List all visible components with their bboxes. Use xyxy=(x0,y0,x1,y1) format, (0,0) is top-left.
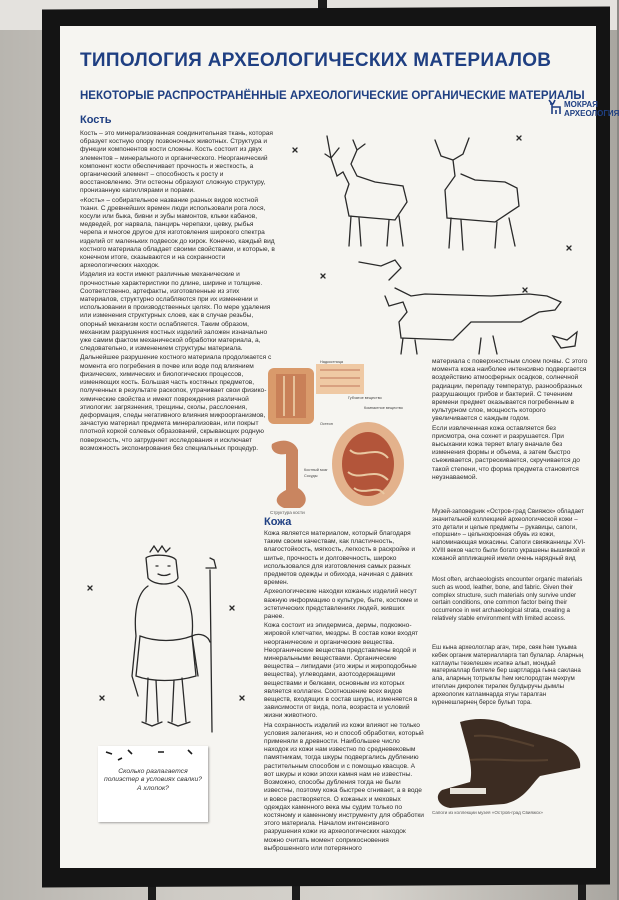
bone-diagram-label: Костный мозг xyxy=(304,468,328,472)
logo-line-1: МОКРАЯ xyxy=(564,100,598,109)
bone-paragraph: Кость – это минерализованная соединительная ткань, которая образует костную опору позвоночных животных. Структура и функции компонентов кости сложны. Кость состоит из двух элементов – минерального и органического. Неорганический компонент кости обеспечивает прочность и жесткость, а органический элемент – способность к росту и восстановлению. Эти остеоны образуют сложную структуру, пронизанную капиллярами и порами. xyxy=(80,130,273,195)
bone-diagram-caption: Структура кости xyxy=(270,510,305,515)
poster-subtitle: НЕКОТОРЫЕ РАСПРОСТРАНЁННЫЕ АРХЕОЛОГИЧЕСКИЕ ОРГАНИЧЕСКИЕ МАТЕРИАЛЫ xyxy=(80,90,585,102)
bone-paragraph: «Кость» – собирательное название разных видов костной ткани. С древнейших времен люди использовали рога лося, косули или быка, бивни и зубы мамонтов, клыки кабанов, медведей, рог нарвала, панцирь черепахи, цевку, рыбья черепа и многое другое для изготовления широкого спектра изделий от маленьких подвесок до кирок. Конечно, каждый вид костного материала обладает своими свойствами, и которые, в конечном итоге, сказываются и на сохранности археологических находок. xyxy=(80,196,275,270)
leather-paragraph: На сохранность изделий из кожи влияют не только условия залегания, но и способ обработки, который применяли в древности. Наибольшее число находок из кожи нам известно по средневековым памятникам, тогда шкуры подвергались дублению растительным способом и с помощью квасцов. А вот шкуры и кожи эпохи камня нам не известны. Возможно, способы дубления тогда не были известны, поэтому кожа быстрее сгнивает, а в воде и вовсе растворяется. О кожаных и меховых одеждах каменного века мы судим только по костяному и каменному инструменту для обработки этого материала. Началом интенсивного разрушения кожи из археологических находок можно считать момент соприкосновения выброшенного или потерянного xyxy=(264,721,424,852)
bone-paragraph: Дальнейшее разрушение костного материала продолжается с момента его погребения в почве или воде под влиянием физических, химических и биологических процессов, изменяющих кость. Большая часть костяных предметов, полученных в результате раскопок, утрачивает свои физико-химические свойства и имеют повреждения различной этиологии: загрязнения, трещины, сколы, расслоения, деформация, следы негативного влияния микроорганизмов, зачастую материал предмета минерализован, или покрыт плотной коркой солевых образований, скрывающих родную поверхность, что затрудняет исследования и исключает возможность экспонирования без специальных процедур. xyxy=(80,354,272,452)
deer-logo-icon xyxy=(547,98,563,116)
poster-title: ТИПОЛОГИЯ АРХЕОЛОГИЧЕСКИХ МАТЕРИАЛОВ xyxy=(80,50,552,71)
bone-cross-section-icon xyxy=(264,360,412,520)
bone-diagram-label: Компактное вещество xyxy=(364,406,403,410)
leather-paragraph: Кожа является материалом, который благодаря таким своим качествам, как пластичность, влагостойкость, мягкость, легкость в раскройке и шитье, прочность и долговечность, широко использовался для изготовления самых разных предметов одежды и обихода, начиная с давних времен. xyxy=(264,530,416,587)
tatar-note: Еш кына археологлар агач, тире, сөяк һәм тукыма кебек органик материалларга тап булалар. Аларның катлаулы төзелешен исәпкә алып, мондый материаллар билгеле бер шартларда гына сакланa ала, аларның тотрыклы һәм кислородтан мәхрүм итеплән дикролек тирәлек булдыручы дымлы археологик катламнарда ятуы таралган күренешләрнең берсе булып тора. xyxy=(432,644,584,706)
museum-note: Музей-заповедник «Остров-град Свияжск» обладает значительной коллекцией археологической кожи – это детали и целые предметы – рукавицы, сапоги, «поршни» – цельнокроеная обувь из кожи, напоминающая мокасины. Сапоги свияжанницы XVI-XVIII веков часто были богато украшены вышивкой и кожаной аппликацией имели очень нарядный вид xyxy=(432,508,586,562)
bone-heading: Кость xyxy=(80,114,112,126)
boot-photo-caption: Сапоги из коллекции музея «Остров-град Свияжск» xyxy=(432,810,543,815)
poster-panel xyxy=(60,26,619,868)
leather-boot-icon xyxy=(430,716,592,816)
bone-diagram-label: Надкостница xyxy=(320,360,344,364)
sticky-note-text: Сколько разлагается полиэстер в условиях свалки? А хлопок? xyxy=(103,768,203,792)
sticky-note-question xyxy=(98,746,208,822)
leather-paragraph: Археологические находки кожаных изделий несут важную информацию о культуре, быте, костюме и эстетических представлениях людей, живших ранее. xyxy=(264,588,418,621)
bone-structure-diagram xyxy=(264,360,412,520)
bone-diagram-label: Губчатое вещество xyxy=(348,396,382,400)
english-note: Most often, archaeologists encounter organic materials such as wood, leather, bone, and fabric. Given their complex structure, such materials only survive under certain conditions, one common factor being their occurrence in wet archaeological strata, creating a relatively stable environment with limited access. xyxy=(432,576,583,622)
deer-bull-sketch-icon xyxy=(285,126,585,356)
leather-boot-photo xyxy=(430,716,592,816)
bone-diagram-label: Сосуды xyxy=(304,474,318,478)
bone-diagram-label: Остеон xyxy=(320,422,333,426)
leather-continued-column xyxy=(432,358,588,502)
prehistoric-man-sketch-icon xyxy=(80,546,256,736)
bone-paragraph: Изделия из кости имеют различные механические и прочностные характеристики по длине, ширине и толщине. Соответственно, артефакты, изготовленные из этих материалов, структурно ослабляются при их изменении и использовании в производственных целях. По мере удаления или изменения структурных слоев, как в случае резьбы, опорный механизм кости ослабляется. Таким образом, механизм разрушения костных изделий заложен изначально уже самим фактом механической обработки материала, а, следовательно, и изменением структуры материала. xyxy=(80,271,271,353)
leather-continued-paragraph: материала с поверхностным слоем почвы. С этого момента кожа наиболее интенсивно подвергается воздействию атмосферных осадков, солнечной радиации, перепаду температур, разнообразных разрушающих грибов и бактерий. С течением времени предмет оказывается погребенным в культурном слое, мощность которого увеличивается с каждым годом. xyxy=(432,358,588,423)
leather-text-column xyxy=(264,530,424,852)
confetti-icon xyxy=(98,746,208,764)
leather-paragraph: Кожа состоит из эпидермиса, дермы, подкожно-жировой клетчатки, мездры. В состав кожи входят неорганические и органические вещества. Неорганические вещества представлены водой и минеральными веществами. Органические вещества – липидами (это жиры и жироподобные вещества), углеводами, азотсодержащими веществами и белками, основным из которых является коллаген. Соотношение всех видов веществ, входящих в состав шкуры, изменяется в зависимости от вида, пола, возраста и условий жизни животного. xyxy=(264,622,419,720)
human-figure-sketch xyxy=(80,546,256,736)
leather-heading: Кожа xyxy=(264,516,292,528)
logo-line-2: АРХЕОЛОГИЯ xyxy=(564,109,619,118)
leather-continued-paragraph: Если извлеченная кожа оставляется без присмотра, она сохнет и разрушается. При высыхании кожа теряет влагу вначале без изменения формы и объема, а затем быстро съеживается, растрескивается, скручивается до такой степени, что форма предмета становится неузнаваемой. xyxy=(432,424,580,481)
bone-text-column xyxy=(80,130,276,540)
animal-sketches xyxy=(285,126,585,356)
